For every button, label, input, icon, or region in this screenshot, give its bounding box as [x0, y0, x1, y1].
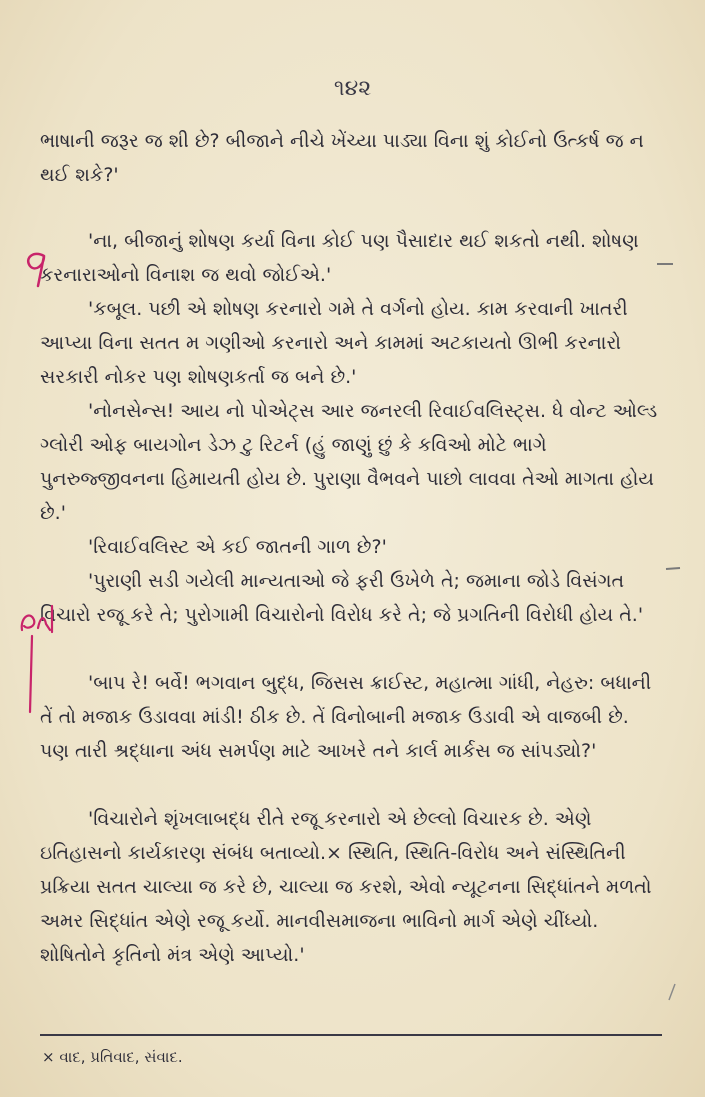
- paragraph-4: 'નોનસેન્સ! આય નો પોએટ્સ આર જનરલી રિવાઈવલિસ્ટ્સ. ધે વોન્ટ ઓલ્ડ ગ્લોરી ઓફ બાયગોન ડેઝ ટુ રિટર્ન (હું જાણું છું કે કવિઓ મોટે ભાગે પુનરુજ્જીવનના હિમાયતી હોય છે. પુરાણા વૈભવને પાછો લાવવા તેઓ માગતા હોય છે.': [40, 400, 658, 524]
- page-number: ૧૪૨: [333, 76, 372, 101]
- handwritten-mark-icon: [16, 600, 60, 636]
- paragraph-8: 'વિચારોને શૃંખલાબદ્ધ રીતે રજૂ કરનારો એ છેલ્લો વિચારક છે. એણે ઇતિહાસનો કાર્યકારણ સંબંધ બતાવ્યો.× સ્થિતિ, સ્થિતિ-વિરોધ અને સંસ્થિતિની પ્રક્રિયા સતત ચાલ્યા જ કરે છે, ચાલ્યા જ કરશે, એવો ન્યૂટનના સિદ્ધાંતને મળતો અમર સિદ્ધાંત એણે રજૂ કર્યો. માનવીસમાજના ભાવિનો માર્ગ એણે ચીંધ્યો. શોષિતોને કૃતિનો મંત્ર એણે આપ્યો.': [40, 808, 652, 966]
- paragraph-7: 'બાપ રે! બર્વે! ભગવાન બુદ્ધ, જિસસ ક્રાઈસ્ટ, મહાત્મા ગાંધી, નેહરુ: બધાની તેં તો મજાક ઉડાવવા માંડી! ઠીક છે. તેં વિનોબાની મજાક ઉડાવી એ વાજબી છે. પણ તારી શ્રદ્ધાના અંધ સમર્પણ માટે આખરે તને કાર્લ માર્કસ જ સાંપડ્યો?': [40, 672, 652, 762]
- footnote: × વાદ, પ્રતિવાદ, સંવાદ.: [42, 1048, 183, 1066]
- pencil-line-icon: [26, 634, 36, 714]
- pencil-dash-icon: [656, 262, 674, 266]
- paragraph-1: ભાષાની જરૂર જ શી છે? બીજાને નીચે ખેંચ્યા પાડ્યા વિના શું કોઈનો ઉત્કર્ષ જ ન થઈ શકે?': [40, 130, 644, 186]
- paragraph-5: 'રિવાઈવલિસ્ટ એ કઈ જાતની ગાળ છે?': [88, 536, 387, 558]
- paragraph-3: 'કબૂલ. પછી એ શોષણ કરનારો ગમે તે વર્ગનો હોય. કામ કરવાની ખાતરી આપ્યા વિના સતત મ ગણીઓ કરનારો અને કામમાં અટકાયતો ઊભી કરનારો સરકારી નોકર પણ શોષણકર્તા જ બને છે.': [40, 298, 628, 388]
- footnote-divider: [40, 1034, 662, 1036]
- paragraph-6: 'પુરાણી સડી ગયેલી માન્યતાઓ જે ફરી ઉખેળે તે; જમાના જોડે વિસંગત વિચારો રજૂ કરે તે; પુરોગામી વિચારોનો વિરોધ કરે તે; જે પ્રગતિની વિરોધી હોય તે.': [40, 570, 644, 626]
- paragraph-2: 'ના, બીજાનું શોષણ કર્યા વિના કોઈ પણ પૈસાદાર થઈ શકતો નથી. શોષણ કરનારાઓનો વિનાશ જ થવો જોઈએ.': [40, 230, 639, 286]
- handwritten-mark-icon: [20, 248, 54, 290]
- pencil-tick-icon: [666, 982, 678, 1002]
- pencil-dash-icon: [665, 565, 681, 571]
